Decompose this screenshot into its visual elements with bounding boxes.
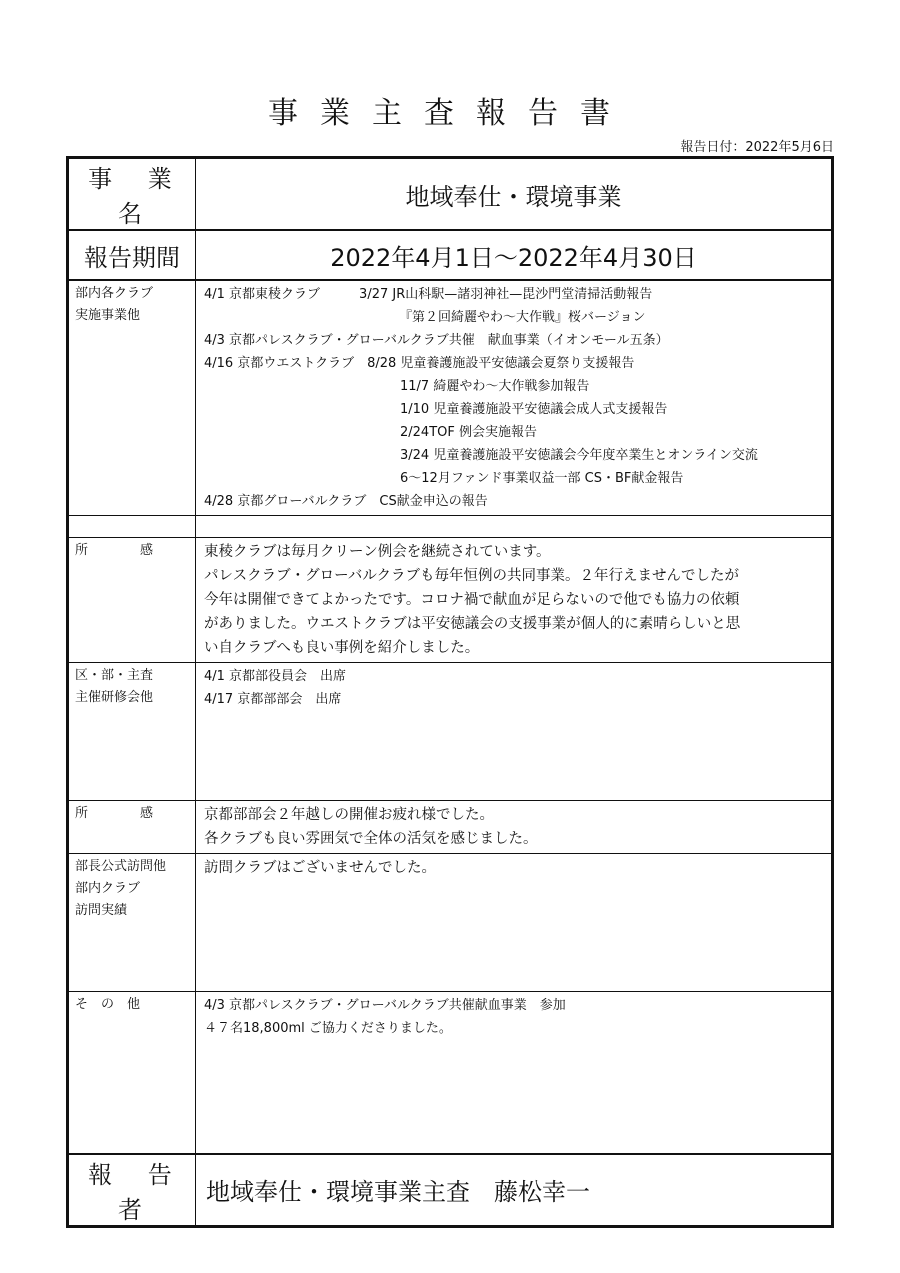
other-line: ４７名18,800ml ご協力くださりました。	[204, 1021, 452, 1036]
label-line: 実施事業他	[75, 308, 141, 323]
label-line: 部内クラブ	[75, 881, 141, 896]
row-period	[68, 230, 833, 280]
label-line: 区・部・主査	[75, 668, 154, 683]
project-name-value: 地域奉仕・環境事業	[196, 158, 833, 231]
impression-line: 各クラブも良い雰囲気で全体の活気を感じました。	[204, 831, 538, 847]
activity-line: 4/16 京都ウエストクラブ 8/28 児童養護施設平安徳議会夏祭り支援報告	[204, 356, 635, 371]
row-impression-1	[68, 538, 833, 663]
impression-2-body	[196, 801, 833, 854]
spacer-cell	[68, 516, 196, 538]
row-club-activities	[68, 280, 833, 516]
row-project-name	[68, 158, 833, 231]
label-line: 訪問実績	[75, 903, 128, 918]
impression-1-label: 所 感	[68, 538, 196, 663]
club-activities-body	[196, 280, 833, 516]
reporter-value: 地域奉仕・環境事業主査 藤松幸一	[196, 1154, 833, 1227]
activity-line: 3/24 児童養護施設平安徳議会今年度卒業生とオンライン交流	[400, 448, 758, 463]
activity-line: 4/1 京都東稜クラブ 3/27 JR山科駅—諸羽神社—毘沙門堂清掃活動報告	[204, 287, 653, 302]
activity-line: 11/7 綺麗やわ〜大作戦参加報告	[400, 379, 590, 394]
report-table	[66, 156, 834, 1228]
activity-line: 6〜12月ファンド事業収益一部 CS・BF献金報告	[400, 471, 684, 486]
impression-2-label: 所 感	[68, 801, 196, 854]
impression-line: 今年は開催できてよかったです。コロナ禍で献血が足らないので他でも協力の依頼	[204, 592, 740, 608]
label-line: 部長公式訪問他	[75, 859, 167, 874]
label-line: 主催研修会他	[75, 690, 154, 705]
label-line: 部内各クラブ	[75, 286, 154, 301]
visits-label	[68, 854, 196, 992]
project-name-label: 事 業 名	[68, 158, 196, 231]
spacer-cell	[196, 516, 833, 538]
meetings-label	[68, 663, 196, 801]
row-visits	[68, 854, 833, 992]
other-line: 4/3 京都パレスクラブ・グローバルクラブ共催献血事業 参加	[204, 998, 566, 1013]
other-body	[196, 992, 833, 1154]
impression-line: パレスクラブ・グローバルクラブも毎年恒例の共同事業。２年行えませんでしたが	[204, 568, 740, 584]
meeting-line: 4/17 京都部部会 出席	[204, 692, 342, 707]
row-meetings	[68, 663, 833, 801]
period-label: 報告期間	[68, 230, 196, 280]
impression-line: がありました。ウエストクラブは平安徳議会の支援事業が個人的に素晴らしいと思	[204, 616, 741, 632]
activity-line: 4/28 京都グローバルクラブ CS献金申込の報告	[204, 494, 488, 509]
activity-line: 4/3 京都パレスクラブ・グローバルクラブ共催 献血事業（イオンモール五条）	[204, 333, 669, 348]
document-title: 事業主査報告書	[268, 96, 632, 131]
activity-line: 1/10 児童養護施設平安徳議会成人式支援報告	[400, 402, 668, 417]
activity-line: 2/24TOF 例会実施報告	[400, 425, 537, 440]
reporter-label: 報 告 者	[68, 1154, 196, 1227]
visit-line: 訪問クラブはございませんでした。	[204, 860, 436, 876]
row-spacer	[68, 516, 833, 538]
period-value: 2022年4月1日〜2022年4月30日	[196, 230, 833, 280]
report-date: 報告日付：2022年5月6日	[680, 140, 834, 155]
club-activities-label	[68, 280, 196, 516]
impression-line: 東稜クラブは毎月クリーン例会を継続されています。	[204, 544, 551, 560]
impression-line: い自クラブへも良い事例を紹介しました。	[204, 640, 480, 656]
row-reporter	[68, 1154, 833, 1227]
impression-line: 京都部部会２年越しの開催お疲れ様でした。	[204, 807, 494, 823]
activity-line: 『第２回綺麗やわ〜大作戦』桜バージョン	[399, 310, 646, 325]
meeting-line: 4/1 京都部役員会 出席	[204, 669, 347, 684]
visits-body	[196, 854, 833, 992]
other-label: そ の 他	[68, 992, 196, 1154]
meetings-body	[196, 663, 833, 801]
row-other	[68, 992, 833, 1154]
row-impression-2	[68, 801, 833, 854]
impression-1-body	[196, 538, 833, 663]
